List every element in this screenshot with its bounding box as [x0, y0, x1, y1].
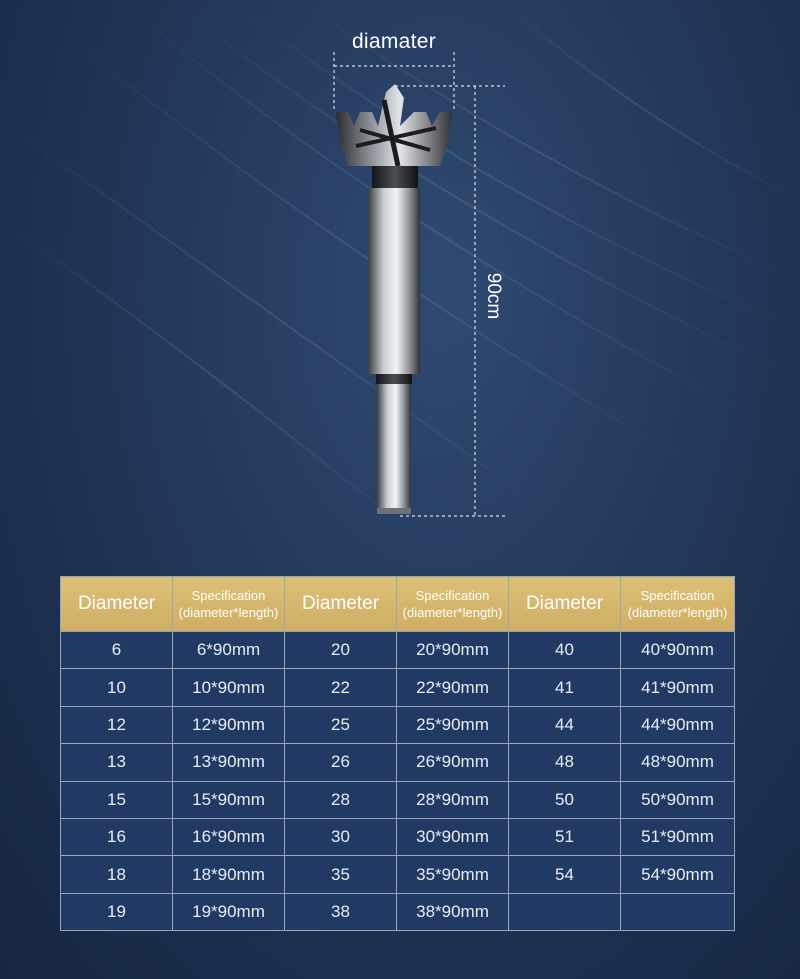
header-specification [397, 577, 509, 632]
header-spec-line2: (diameter*length) [627, 605, 728, 620]
table-cell: 51 [509, 818, 621, 855]
table-cell: 20 [285, 632, 397, 669]
table-cell: 41 [509, 669, 621, 706]
table-cell: 28 [285, 781, 397, 818]
header-spec-line1: Specification [415, 588, 490, 603]
table-cell: 19 [61, 893, 173, 930]
table-cell: 30 [285, 818, 397, 855]
table-cell: 38*90mm [397, 893, 509, 930]
table-cell: 40 [509, 632, 621, 669]
table-cell: 20*90mm [397, 632, 509, 669]
drill-body [368, 188, 420, 374]
header-diameter: Diameter [61, 577, 173, 632]
table-cell: 30*90mm [397, 818, 509, 855]
table-cell: 28*90mm [397, 781, 509, 818]
diameter-label: diamater [351, 30, 437, 53]
table-cell: 38 [285, 893, 397, 930]
length-label: 90cm [483, 272, 504, 320]
header-spec-line1: Specification [191, 588, 266, 603]
table-cell: 15 [61, 781, 173, 818]
table-cell: 26 [285, 744, 397, 781]
table-cell: 13*90mm [173, 744, 285, 781]
table-cell [509, 893, 621, 930]
table-cell [621, 893, 735, 930]
table-row [61, 632, 735, 669]
table-row [61, 781, 735, 818]
table-cell: 35*90mm [397, 856, 509, 893]
header-diameter: Diameter [509, 577, 621, 632]
table-cell: 41*90mm [621, 669, 735, 706]
table-cell: 22 [285, 669, 397, 706]
table-cell: 6 [61, 632, 173, 669]
table-row [61, 893, 735, 930]
table-cell: 44*90mm [621, 706, 735, 743]
table-cell: 25*90mm [397, 706, 509, 743]
header-diameter: Diameter [285, 577, 397, 632]
table-cell: 22*90mm [397, 669, 509, 706]
table-cell: 18*90mm [173, 856, 285, 893]
table-cell: 12 [61, 706, 173, 743]
table-cell: 25 [285, 706, 397, 743]
table-cell: 26*90mm [397, 744, 509, 781]
table-cell: 16*90mm [173, 818, 285, 855]
table-cell: 54 [509, 856, 621, 893]
table-cell: 16 [61, 818, 173, 855]
drill-head [336, 84, 452, 188]
header-specification [173, 577, 285, 632]
table-cell: 15*90mm [173, 781, 285, 818]
specification-table [60, 576, 735, 931]
table-cell: 10 [61, 669, 173, 706]
drill-shank [377, 384, 411, 512]
header-spec-line2: (diameter*length) [402, 605, 503, 620]
table-header-row [61, 577, 735, 632]
table-cell: 35 [285, 856, 397, 893]
table-row [61, 706, 735, 743]
header-spec-line1: Specification [640, 588, 715, 603]
table-cell: 18 [61, 856, 173, 893]
table-cell: 6*90mm [173, 632, 285, 669]
table-row [61, 744, 735, 781]
header-specification [621, 577, 735, 632]
table-cell: 40*90mm [621, 632, 735, 669]
table-cell: 12*90mm [173, 706, 285, 743]
table-cell: 48 [509, 744, 621, 781]
table-cell: 13 [61, 744, 173, 781]
table-cell: 50 [509, 781, 621, 818]
table-row [61, 856, 735, 893]
table-row [61, 669, 735, 706]
table-cell: 10*90mm [173, 669, 285, 706]
table-cell: 50*90mm [621, 781, 735, 818]
table-cell: 51*90mm [621, 818, 735, 855]
table-cell: 48*90mm [621, 744, 735, 781]
table-cell: 19*90mm [173, 893, 285, 930]
table-cell: 54*90mm [621, 856, 735, 893]
table-row [61, 818, 735, 855]
table-cell: 44 [509, 706, 621, 743]
header-spec-line2: (diameter*length) [178, 605, 279, 620]
